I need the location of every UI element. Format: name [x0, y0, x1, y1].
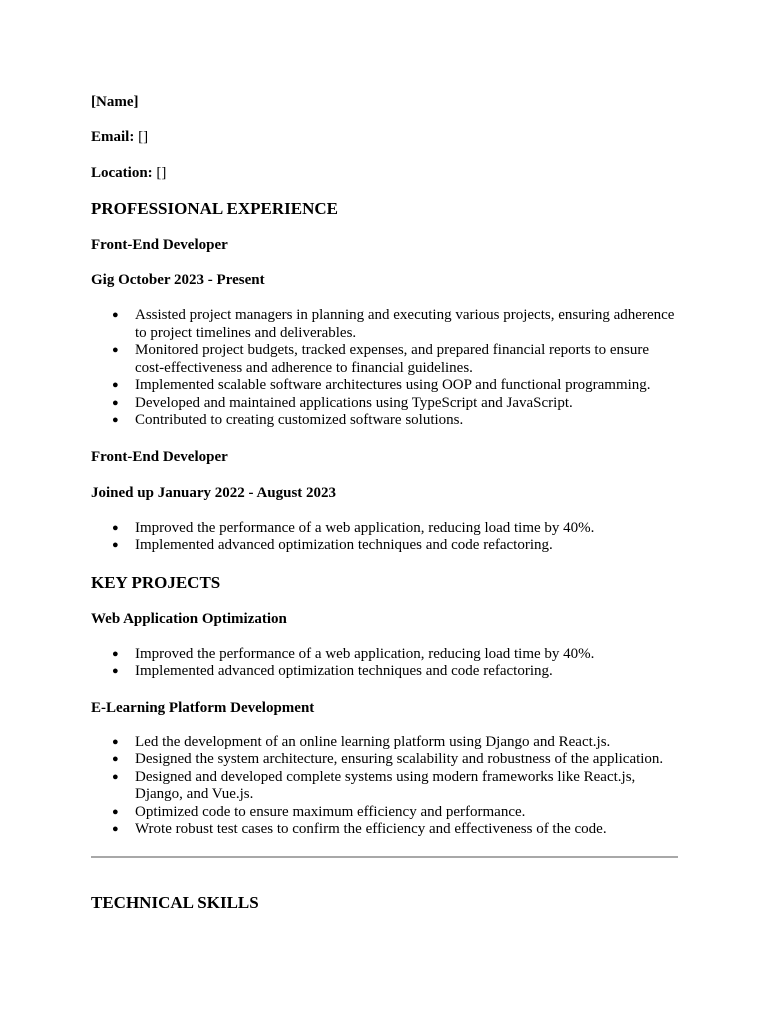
email-line: [91, 127, 678, 147]
location-label: Location:: [91, 165, 153, 181]
bullet-dot-icon: ●: [112, 521, 119, 534]
resume-document: [91, 92, 678, 914]
bullet-dot-icon: ●: [112, 753, 119, 765]
email-value: []: [138, 129, 149, 145]
bullet-dot-icon: ●: [112, 823, 119, 835]
list-item: ● Implemented advanced optimization techniques and code refactoring.: [112, 663, 553, 679]
email-label: Email:: [91, 129, 135, 145]
list-item: ● Contributed to creating customized software solutions.: [112, 412, 464, 428]
list-item: ● Designed the system architecture, ensuring scalability and robustness of the application.: [112, 751, 664, 767]
list-item: ● Led the development of an online learning platform using Django and React.js.: [112, 733, 611, 750]
project-entry: [91, 609, 678, 681]
job-period: Gig October 2023 - Present: [91, 272, 265, 288]
project-bullet-list: [91, 734, 678, 839]
job-title: Front-End Developer: [91, 237, 228, 253]
list-item: ● Assisted project managers in planning and executing various projects, ensuring adherence to project timelines and deliverables.: [112, 307, 675, 341]
job-bullet-list: [91, 307, 678, 430]
job-entry: [91, 235, 678, 430]
list-item: ● Improved the performance of a web application, reducing load time by 40%.: [112, 645, 595, 662]
list-item: ● Monitored project budgets, tracked expenses, and prepared financial reports to ensure cost-effectiveness and adherence to financial guidelines.: [112, 342, 649, 376]
bullet-dot-icon: ●: [112, 539, 119, 551]
bullet-dot-icon: ●: [112, 309, 119, 321]
job-title: Front-End Developer: [91, 448, 228, 465]
section-heading-projects: KEY PROJECTS: [91, 572, 221, 592]
bullet-dot-icon: ●: [112, 805, 119, 818]
bullet-dot-icon: ●: [112, 379, 119, 391]
bullet-dot-icon: ●: [112, 735, 119, 748]
section-heading-experience: PROFESSIONAL EXPERIENCE: [91, 199, 339, 218]
project-title: Web Application Optimization: [91, 610, 287, 627]
project-title: E-Learning Platform Development: [91, 699, 315, 716]
list-item: ● Improved the performance of a web application, reducing load time by 40%.: [112, 519, 595, 536]
job-bullet-list: [91, 520, 678, 555]
list-item: ● Wrote robust test cases to confirm the efficiency and effectiveness of the code.: [112, 821, 607, 837]
project-entry: [91, 698, 678, 839]
bullet-dot-icon: ●: [112, 344, 119, 356]
bullet-dot-icon: ●: [112, 647, 119, 660]
bullet-dot-icon: ●: [112, 665, 119, 677]
list-item: ● Designed and developed complete systems using modern frameworks like React.js, Django, and Vue.js.: [112, 768, 636, 802]
location-value: []: [156, 165, 167, 181]
job-period: Joined up January 2022 - August 2023: [91, 484, 337, 501]
list-item: ● Optimized code to ensure maximum efficiency and performance.: [112, 803, 526, 820]
candidate-name: [Name]: [91, 94, 139, 110]
bullet-dot-icon: ●: [112, 414, 119, 426]
bullet-dot-icon: ●: [112, 770, 119, 783]
list-item: ● Implemented advanced optimization techniques and code refactoring.: [112, 537, 553, 553]
project-bullet-list: [91, 646, 678, 681]
list-item: ● Implemented scalable software architectures using OOP and functional programming.: [112, 377, 651, 393]
list-item: ● Developed and maintained applications using TypeScript and JavaScript.: [112, 394, 573, 411]
section-heading-skills: TECHNICAL SKILLS: [91, 892, 259, 912]
location-line: [91, 163, 678, 183]
horizontal-divider: [91, 856, 678, 858]
bullet-dot-icon: ●: [112, 396, 119, 409]
job-entry: [91, 447, 678, 555]
